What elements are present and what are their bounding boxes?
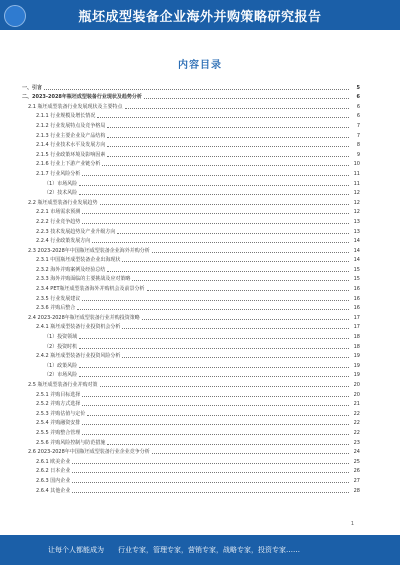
report-title: 瓶坯成型装备企业海外并购策略研究报告 <box>78 9 322 25</box>
toc-entry[interactable] <box>22 197 360 207</box>
toc-entry-label: 2.6 2023-2028年中国瓶坯成型装备行业企业竞争分析 <box>28 449 150 456</box>
toc-entry-page: 22 <box>353 410 360 417</box>
toc-entry-label: 2.1.2 行业发展特点及竞争格局 <box>36 122 106 129</box>
publisher-logo-icon <box>4 5 26 27</box>
toc-entry-page: 7 <box>356 132 360 139</box>
toc-leader-dots <box>122 357 349 358</box>
toc-entry-label: 2.4.1 瓶坯成型装备行业投资机会分析 <box>36 324 121 331</box>
toc-entry-label: 2.5.4 并购融资安排 <box>36 420 81 427</box>
toc-entry[interactable] <box>22 168 360 178</box>
toc-leader-dots <box>152 252 349 253</box>
toc-entry-label: 2.2.1 市场需求预测 <box>36 209 81 216</box>
toc-leader-dots <box>82 300 349 301</box>
toc-entry-label: 2.3.4 PET瓶坯成型装备海外并购机会及前景分析 <box>36 286 145 293</box>
toc-entry-page: 28 <box>353 487 360 494</box>
toc-entry-label: （2）市场风险 <box>44 372 78 379</box>
toc-leader-dots <box>107 156 349 157</box>
toc-entry[interactable] <box>22 236 360 246</box>
toc-leader-dots <box>152 453 349 454</box>
toc-leader-dots <box>79 348 349 349</box>
toc-leader-dots <box>144 98 349 99</box>
toc-entry-label: （1）市场风险 <box>44 180 78 187</box>
toc-entry-label: 2.5.1 并购目标选择 <box>36 391 81 398</box>
toc-entry-label: 2.1.1 行业规模及增长情况 <box>36 113 96 120</box>
toc-entry[interactable] <box>22 312 360 322</box>
toc-entry-label: 2.1.7 行业风险分析 <box>36 170 81 177</box>
toc-entry-page: 12 <box>353 190 360 197</box>
toc-entry-label: 一、引言 <box>22 84 43 91</box>
toc-entry-page: 16 <box>353 295 360 302</box>
toc-entry[interactable] <box>22 159 360 169</box>
toc-entry-page: 13 <box>353 218 360 225</box>
toc-entry[interactable] <box>22 418 360 428</box>
toc-entry[interactable] <box>22 447 360 457</box>
toc-leader-dots <box>79 367 349 368</box>
toc-entry-label: 二、2023-2028年瓶坯成型装备行业现状及趋势分析 <box>22 94 142 101</box>
toc-entry[interactable] <box>22 149 360 159</box>
toc-entry-page: 9 <box>356 151 360 158</box>
toc-entry-label: 2.2.3 技术发展趋势及产业升级方向 <box>36 228 116 235</box>
toc-entry[interactable] <box>22 389 360 399</box>
toc-leader-dots <box>107 444 349 445</box>
toc-entry-label: 2.2.4 行业政策发展方向 <box>36 238 91 245</box>
toc-leader-dots <box>87 415 349 416</box>
document-header <box>0 0 400 30</box>
toc-entry-page: 14 <box>353 257 360 264</box>
toc-entry-label: （1）投资领域 <box>44 334 78 341</box>
toc-entry-page: 19 <box>353 362 360 369</box>
toc-entry-page: 20 <box>353 382 360 388</box>
toc-entry-label: （2）投资时机 <box>44 343 78 350</box>
toc-entry[interactable] <box>22 331 360 341</box>
toc-leader-dots <box>82 223 349 224</box>
toc-entry-label: 2.1.4 行业技术水平及发展方向 <box>36 142 106 149</box>
toc-entry[interactable] <box>22 351 360 361</box>
toc-leader-dots <box>82 175 349 176</box>
toc-leader-dots <box>100 386 349 387</box>
toc-entry[interactable] <box>22 399 360 409</box>
toc-entry-label: 2.5.6 并购风险控制与防范措施 <box>36 439 106 446</box>
toc-entry-label: 2.4 2023-2028年瓶坯成型装备行业并购投资策略 <box>28 314 140 321</box>
document-footer <box>0 535 400 565</box>
toc-leader-dots <box>122 328 349 329</box>
toc-leader-dots <box>92 242 349 243</box>
page-number: 1 <box>350 521 354 527</box>
toc-entry-label: 2.6.4 其他企业 <box>36 487 71 494</box>
toc-entry-label: 2.3.6 并购后整合 <box>36 305 76 312</box>
toc-entry[interactable] <box>22 475 360 485</box>
toc-entry[interactable] <box>22 216 360 226</box>
toc-entry-label: 2.1 瓶坯成型装备行业发展现状及主要特点 <box>28 103 123 110</box>
toc-entry-label: 2.6.2 日本企业 <box>36 468 71 475</box>
toc-entry-page: 15 <box>353 266 360 273</box>
toc-entry-page: 12 <box>353 199 360 206</box>
toc-leader-dots <box>97 117 349 118</box>
toc-entry-page: 8 <box>356 142 360 149</box>
toc-entry[interactable] <box>22 92 360 102</box>
toc-entry-label: 2.1.6 行业上下游产业链分析 <box>36 161 101 168</box>
toc-leader-dots <box>44 89 349 90</box>
toc-entry[interactable] <box>22 293 360 303</box>
toc-entry[interactable] <box>22 370 360 380</box>
toc-leader-dots <box>82 213 349 214</box>
toc-leader-dots <box>117 233 349 234</box>
toc-entry-page: 16 <box>353 305 360 312</box>
toc-leader-dots <box>107 271 349 272</box>
toc-entry[interactable] <box>22 130 360 140</box>
toc-entry[interactable] <box>22 379 360 389</box>
toc-entry-page: 19 <box>353 372 360 379</box>
toc-leader-dots <box>142 319 349 320</box>
toc-entry[interactable] <box>22 283 360 293</box>
toc-leader-dots <box>72 492 349 493</box>
toc-entry-page: 25 <box>353 458 360 465</box>
toc-entry-page: 21 <box>353 401 360 408</box>
toc-entry[interactable] <box>22 485 360 495</box>
toc-entry-page: 18 <box>353 343 360 350</box>
toc-entry-page: 18 <box>353 334 360 341</box>
toc-entry-page: 14 <box>353 247 360 254</box>
toc-leader-dots <box>107 127 349 128</box>
toc-entry[interactable] <box>22 101 360 111</box>
toc-leader-dots <box>122 261 349 262</box>
toc-entry-page: 23 <box>353 439 360 446</box>
toc-entry-page: 14 <box>353 238 360 245</box>
toc-entry-page: 12 <box>353 209 360 216</box>
toc-leader-dots <box>102 165 349 166</box>
toc-entry-page: 20 <box>353 391 360 398</box>
toc-entry-label: 2.1.5 行业政策环境及影响因素 <box>36 151 106 158</box>
toc-entry[interactable] <box>22 408 360 418</box>
toc-leader-dots <box>79 185 349 186</box>
toc-entry-label: 2.2.2 行业竞争趋势 <box>36 218 81 225</box>
toc-entry-label: （2）技术风险 <box>44 190 78 197</box>
toc-entry-label: 2.3 2023-2028年中国瓶坯成型装备企业海外并购分析 <box>28 247 150 254</box>
toc-entry[interactable] <box>22 341 360 351</box>
toc-entry-page: 6 <box>356 113 360 120</box>
toc-entry-label: 2.6.3 国内企业 <box>36 477 71 484</box>
toc-leader-dots <box>147 290 349 291</box>
toc-entry-label: 2.3.3 海外并购面临的主要挑战及应对策略 <box>36 276 131 283</box>
toc-entry[interactable] <box>22 303 360 313</box>
toc-entry-page: 6 <box>356 103 360 110</box>
toc-leader-dots <box>77 309 349 310</box>
toc-entry[interactable] <box>22 360 360 370</box>
toc-entry-label: 2.3.5 行业发展建议 <box>36 295 81 302</box>
toc-entry-page: 16 <box>353 286 360 293</box>
toc-entry[interactable] <box>22 188 360 198</box>
toc-leader-dots <box>82 434 349 435</box>
toc-entry-page: 6 <box>356 94 360 101</box>
toc-entry-page: 10 <box>353 161 360 168</box>
toc-leader-dots <box>100 204 349 205</box>
toc-entry-label: 2.1.3 行业主要企业及产品结构 <box>36 132 106 139</box>
toc-entry[interactable] <box>22 264 360 274</box>
toc-entry-label: 2.5 瓶坯成型装备行业并购对策 <box>28 382 98 388</box>
toc-entry-page: 17 <box>353 314 360 321</box>
toc-entry[interactable] <box>22 140 360 150</box>
toc-entry[interactable] <box>22 178 360 188</box>
toc-entry-page: 5 <box>356 84 360 91</box>
toc-entry[interactable] <box>22 437 360 447</box>
toc-heading: 内容目录 <box>178 60 222 71</box>
toc-entry-label: 2.2 瓶坯成型装备行业发展趋势 <box>28 199 98 206</box>
toc-leader-dots <box>107 137 349 138</box>
toc-entry[interactable] <box>22 274 360 284</box>
toc-leader-dots <box>82 424 349 425</box>
toc-leader-dots <box>79 338 349 339</box>
toc-leader-dots <box>72 463 349 464</box>
toc-entry-page: 26 <box>353 468 360 475</box>
toc-entry-page: 27 <box>353 477 360 484</box>
toc-entry-page: 11 <box>353 170 360 177</box>
toc-entry[interactable] <box>22 111 360 121</box>
toc-entry-page: 17 <box>353 324 360 331</box>
toc-entry-page: 22 <box>353 429 360 436</box>
toc-entry[interactable] <box>22 226 360 236</box>
toc-entry-label: 2.5.5 并购整合管理 <box>36 429 81 436</box>
toc-entry-label: 2.5.2 并购方式选择 <box>36 401 81 408</box>
toc-entry[interactable] <box>22 245 360 255</box>
toc-entry[interactable] <box>22 120 360 130</box>
toc-entry-label: （1）政策风险 <box>44 362 78 369</box>
toc-entry-page: 11 <box>353 180 360 187</box>
toc-leader-dots <box>72 482 349 483</box>
toc-entry-label: 2.5.3 并购估值与定价 <box>36 410 86 417</box>
toc-entry-page: 19 <box>353 353 360 360</box>
toc-entry[interactable] <box>22 255 360 265</box>
toc-entry-page: 22 <box>353 420 360 427</box>
toc-leader-dots <box>125 108 349 109</box>
toc-entry-label: 2.6.1 欧美企业 <box>36 458 71 465</box>
toc-entry-label: 2.3.2 海外并购案例及经验总结 <box>36 266 106 273</box>
toc-entry-page: 13 <box>353 228 360 235</box>
toc-leader-dots <box>82 405 349 406</box>
table-of-contents <box>22 82 360 495</box>
toc-entry-page: 15 <box>353 276 360 283</box>
footer-slogan: 让每个人都能成为 <box>48 546 104 554</box>
toc-leader-dots <box>107 146 349 147</box>
toc-entry-label: 2.4.2 瓶坯成型装备行业投资风险分析 <box>36 353 121 360</box>
toc-leader-dots <box>79 376 349 377</box>
toc-leader-dots <box>82 396 349 397</box>
toc-entry-page: 24 <box>353 449 360 456</box>
toc-entry[interactable] <box>22 207 360 217</box>
toc-entry-label: 2.3.1 中国瓶坯成型装备企业出海现状 <box>36 257 121 264</box>
toc-entry[interactable] <box>22 466 360 476</box>
toc-entry-page: 7 <box>356 122 360 129</box>
toc-entry[interactable] <box>22 427 360 437</box>
toc-entry[interactable] <box>22 456 360 466</box>
footer-tagline: 行业专家，管理专家，营销专家，战略专家，投资专家…… <box>118 546 300 554</box>
toc-leader-dots <box>79 194 349 195</box>
toc-entry[interactable] <box>22 322 360 332</box>
toc-leader-dots <box>72 472 349 473</box>
toc-leader-dots <box>132 280 349 281</box>
toc-entry[interactable] <box>22 82 360 92</box>
